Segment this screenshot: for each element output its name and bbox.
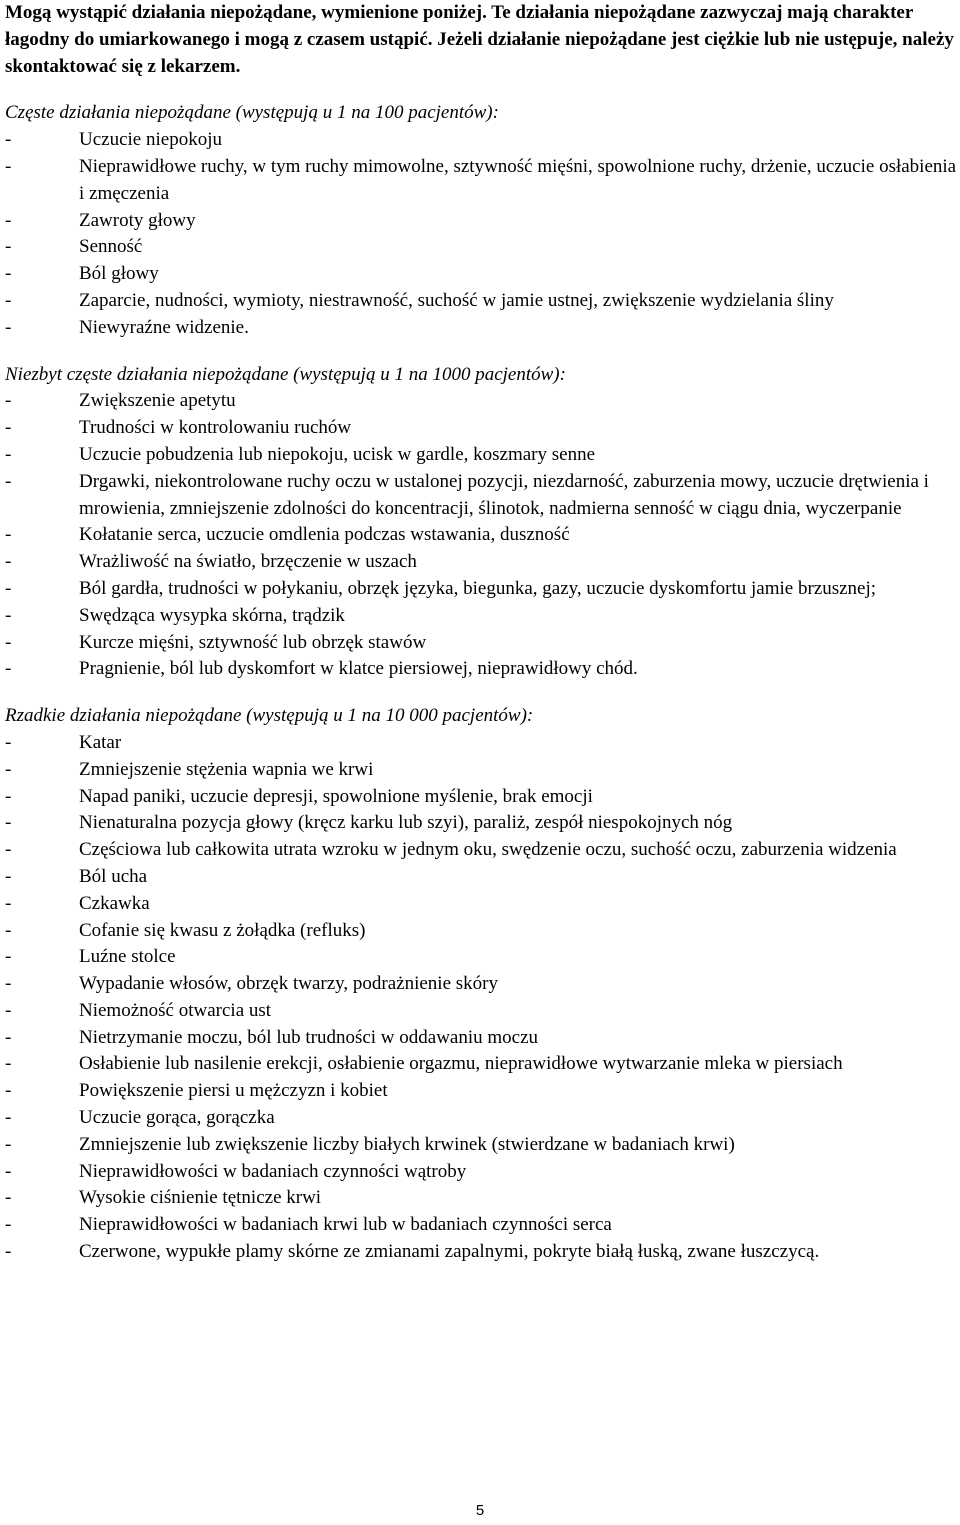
list-item: - Zmniejszenie stężenia wapnia we krwi <box>5 758 374 780</box>
list-item: - Uczucie gorąca, gorączka <box>5 1107 275 1129</box>
list-item: - Wypadanie włosów, obrzęk twarzy, podrażnienie skóry <box>5 973 498 995</box>
list-item: - Nieprawidłowe ruchy, w tym ruchy mimowolne, sztywność mięśni, spowolnione ruchy, drżenie, uczucie osłabienia i zmęczenia <box>5 155 957 204</box>
list-item: - Napad paniki, uczucie depresji, spowolnione myślenie, brak emocji <box>5 785 593 807</box>
section-common <box>5 100 957 341</box>
list-item: - Uczucie pobudzenia lub niepokoju, ucisk w gardle, koszmary senne <box>5 443 596 465</box>
list-item: - Zmniejszenie lub zwiększenie liczby białych krwinek (stwierdzane w badaniach krwi) <box>5 1133 735 1155</box>
list-item: - Powiększenie piersi u mężczyzn i kobiet <box>5 1080 388 1102</box>
list-item: - Ból głowy <box>5 263 159 285</box>
list-item: - Wrażliwość na światło, brzęczenie w uszach <box>5 551 417 573</box>
list-item: - Trudności w kontrolowaniu ruchów <box>5 417 352 439</box>
list-item: - Czerwone, wypukłe plamy skórne ze zmianami zapalnymi, pokryte białą łuską, zwane łuszczycą. <box>5 1241 820 1263</box>
section-rare <box>5 703 957 1266</box>
list-item: - Luźne stolce <box>5 946 176 968</box>
list-item: - Niemożność otwarcia ust <box>5 999 272 1021</box>
item-list <box>5 730 957 1266</box>
list-item: - Senność <box>5 236 143 258</box>
list-item: - Zawroty głowy <box>5 209 196 231</box>
list-item: - Zaparcie, nudności, wymioty, niestrawność, suchość w jamie ustnej, zwiększenie wydzielania śliny <box>5 289 834 311</box>
list-item: - Nietrzymanie moczu, ból lub trudności w oddawaniu moczu <box>5 1026 539 1048</box>
section-heading: Niezbyt częste działania niepożądane (występują u 1 na 1000 pacjentów): <box>5 363 566 385</box>
item-list <box>5 388 957 683</box>
list-item: - Nienaturalna pozycja głowy (kręcz karku lub szyi), paraliż, zespół niespokojnych nóg <box>5 812 733 834</box>
intro-paragraph: Mogą wystąpić działania niepożądane, wymienione poniżej. Te działania niepożądane zazwyczaj mają charakter łagodny do umiarkowanego i mogą z czasem ustąpić. Jeżeli działanie niepożądane jest ciężkie lub nie ustępuje, należy skontaktować się z lekarzem. <box>5 2 954 77</box>
list-item: - Swędząca wysypka skórna, trądzik <box>5 604 345 626</box>
list-item: - Kurcze mięśni, sztywność lub obrzęk stawów <box>5 631 427 653</box>
list-item: - Czkawka <box>5 892 150 914</box>
list-item: - Nieprawidłowości w badaniach czynności wątroby <box>5 1160 467 1182</box>
document-page <box>5 0 957 1266</box>
page-number: 5 <box>475 1502 485 1519</box>
section-uncommon <box>5 362 957 684</box>
list-item: - Katar <box>5 731 122 753</box>
list-item: - Osłabienie lub nasilenie erekcji, osłabienie orgazmu, nieprawidłowe wytwarzanie mleka w piersiach <box>5 1053 843 1075</box>
list-item: - Drgawki, niekontrolowane ruchy oczu w ustalonej pozycji, niezdarność, zaburzenia mowy, uczucie drętwienia i mrowienia, zmniejszenie zdolności do koncentracji, ślinotok, nadmierna senność w ciągu dnia, wyczerpanie <box>5 470 929 519</box>
list-item: - Ból gardła, trudności w połykaniu, obrzęk języka, biegunka, gazy, uczucie dyskomfortu jamie brzusznej; <box>5 577 877 599</box>
list-item: - Wysokie ciśnienie tętnicze krwi <box>5 1187 322 1209</box>
list-item: - Niewyraźne widzenie. <box>5 316 249 338</box>
list-item: - Nieprawidłowości w badaniach krwi lub w badaniach czynności serca <box>5 1214 612 1236</box>
list-item: - Częściowa lub całkowita utrata wzroku w jednym oku, swędzenie oczu, suchość oczu, zaburzenia widzenia <box>5 839 897 861</box>
list-item: - Kołatanie serca, uczucie omdlenia podczas wstawania, duszność <box>5 524 570 546</box>
item-list <box>5 127 957 341</box>
section-heading: Rzadkie działania niepożądane (występują u 1 na 10 000 pacjentów): <box>5 705 534 727</box>
list-item: - Pragnienie, ból lub dyskomfort w klatce piersiowej, nieprawidłowy chód. <box>5 658 638 680</box>
list-item: - Ból ucha <box>5 865 148 887</box>
list-item: - Uczucie niepokoju <box>5 129 222 151</box>
list-item: - Zwiększenie apetytu <box>5 390 236 412</box>
list-item: - Cofanie się kwasu z żołądka (refluks) <box>5 919 366 941</box>
section-heading: Częste działania niepożądane (występują u 1 na 100 pacjentów): <box>5 102 499 124</box>
